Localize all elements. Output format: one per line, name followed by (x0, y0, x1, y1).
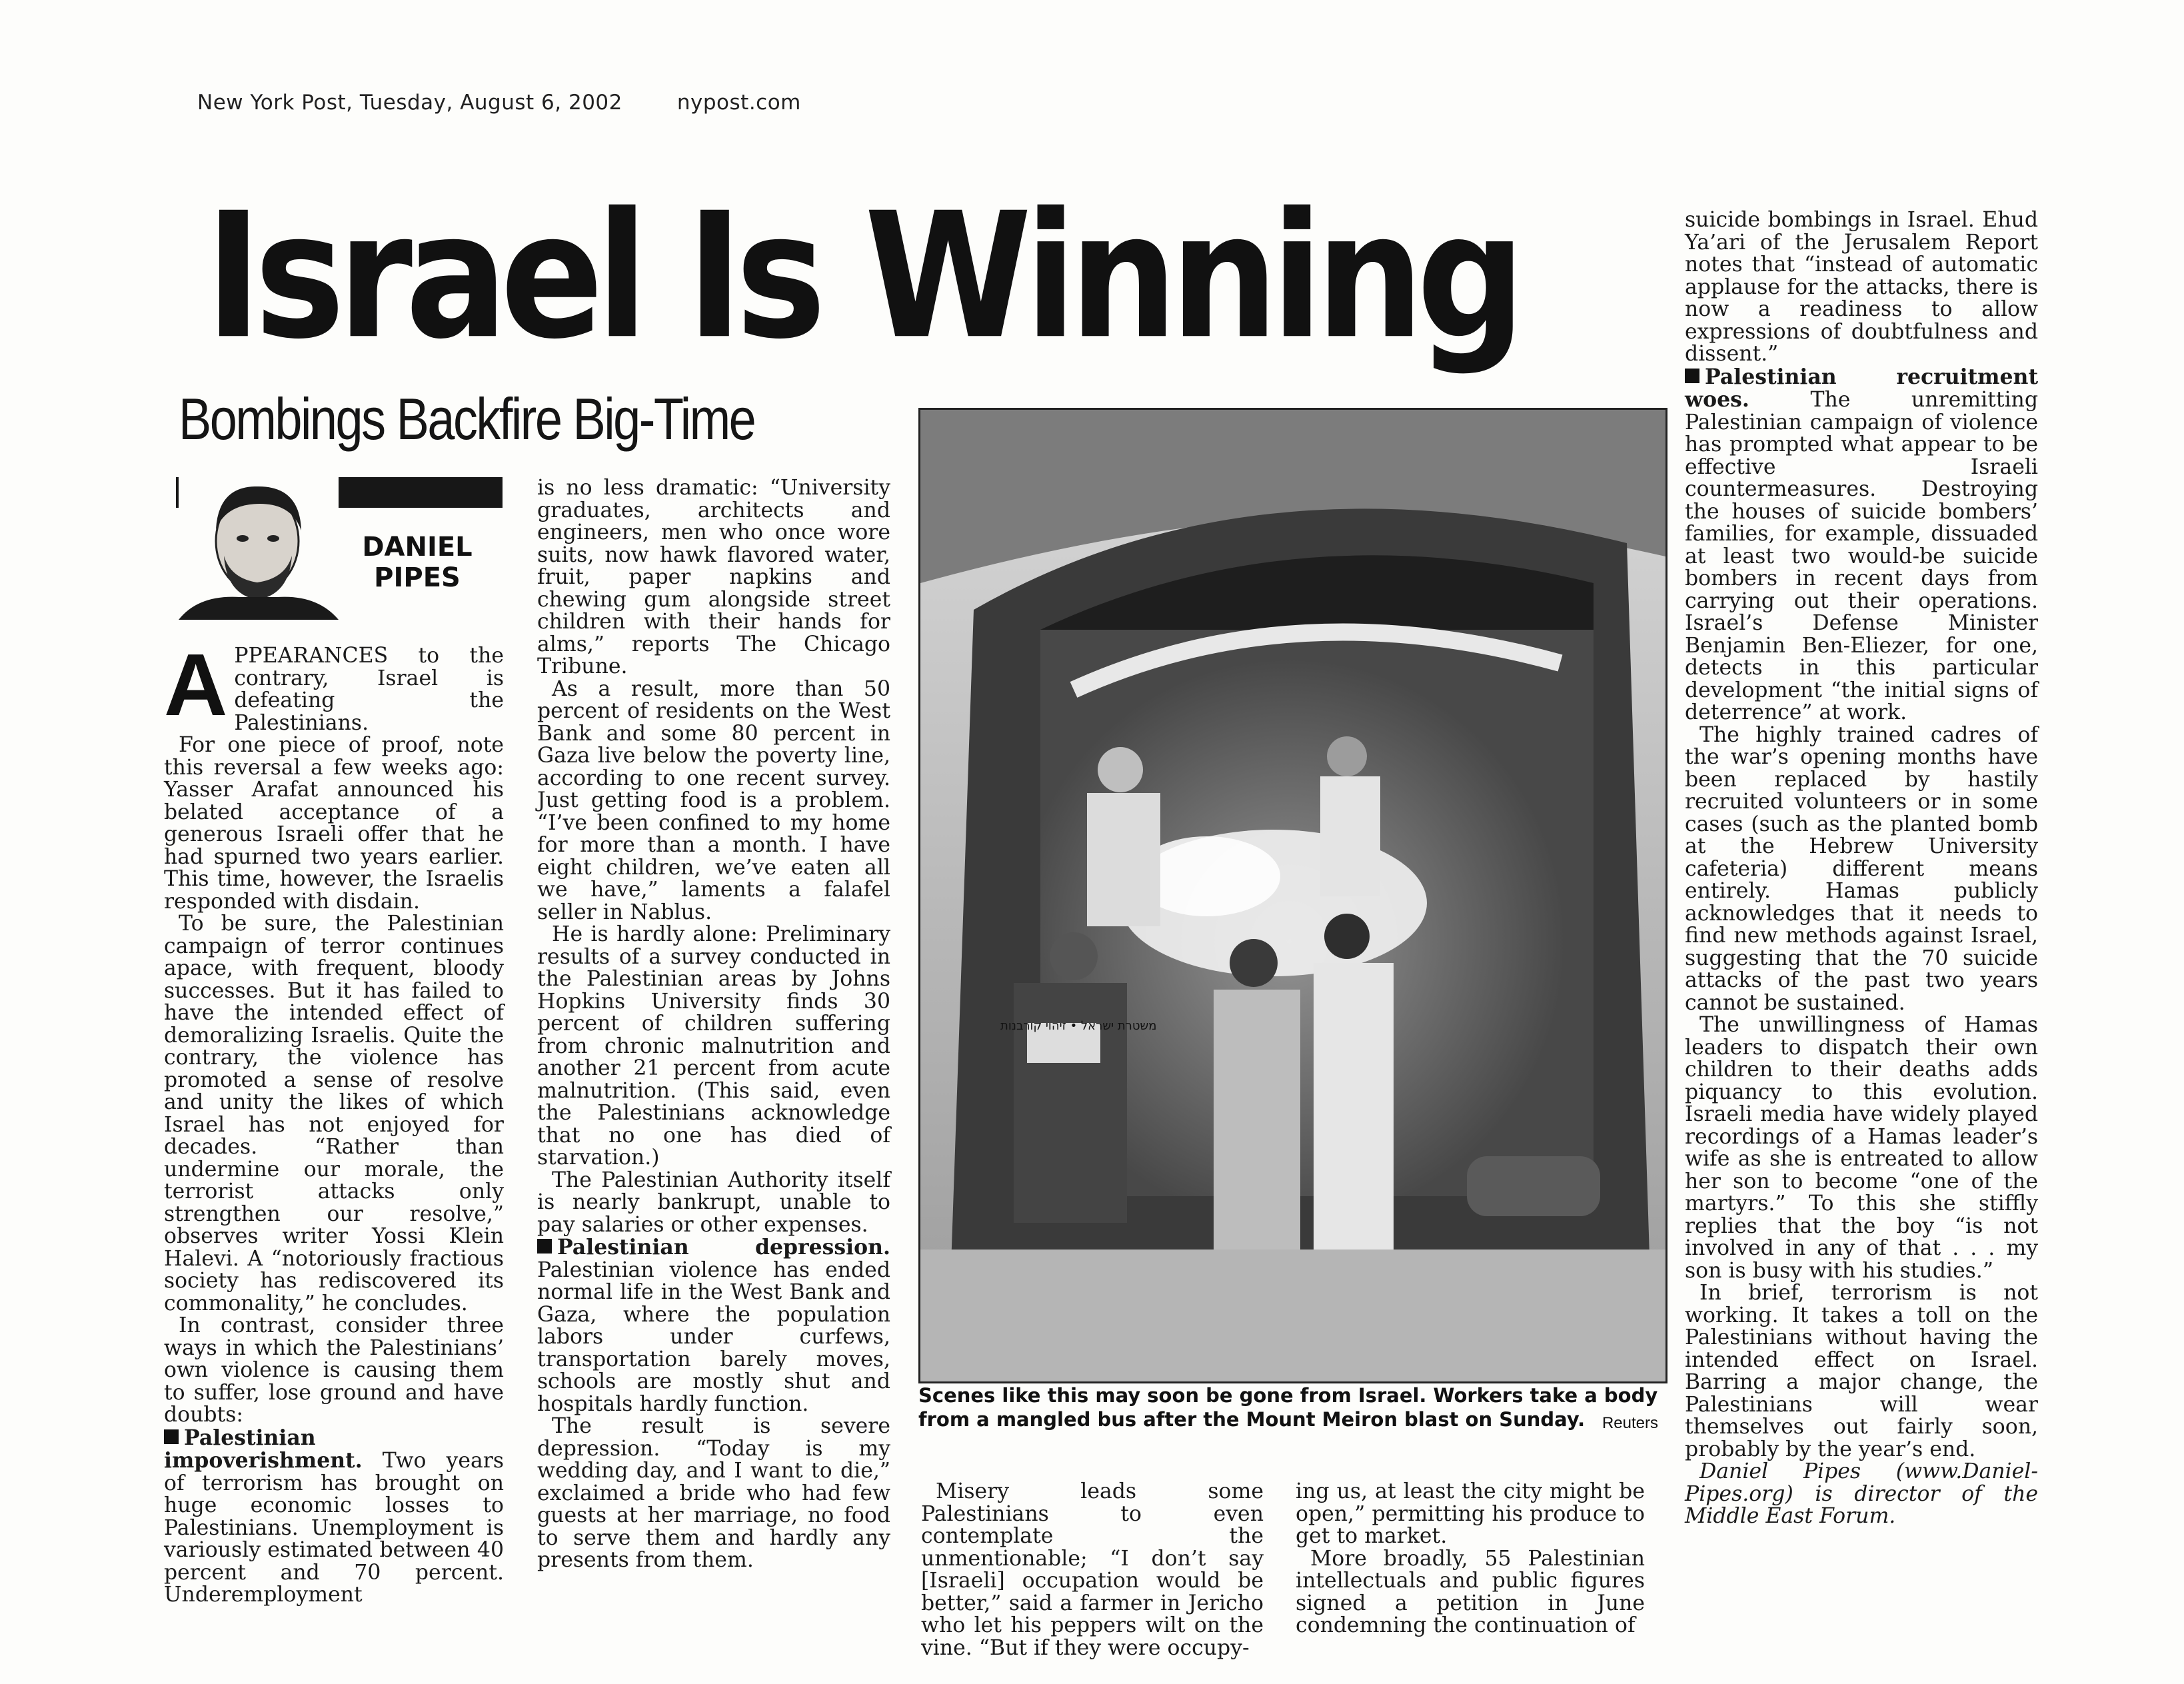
masthead (197, 91, 801, 115)
section-bullet-icon (537, 1239, 552, 1254)
column-1 (164, 636, 504, 1607)
masthead-date: New York Post, Tuesday, August 6, 2002 (197, 91, 622, 115)
column-5-para-3: The highly trained cadres of the war’s opening months have been replaced by hastily recruited volunteers or in some cases (such as the planted bomb at the Hebrew University cafeteria) different means entirely. Hamas publicly acknowledges that it needs to find new methods against Israel, suggesting that the 70 suicide attacks of the past two years cannot be sustained. (1685, 722, 2038, 1015)
column-5-para-4: The unwillingness of Hamas leaders to dispatch their own children to their deaths adds piquancy to this evolution. Israeli media have widely played recordings of a Hamas leader’s wife as she is entreated to allow her son to become “one of the martyrs.” To this she stiffly replies that the boy “is not involved in any of that . . . my son is busy with his studies.” (1685, 1013, 2038, 1283)
masthead-site: nypost.com (676, 91, 801, 115)
column-2-para-3: He is hardly alone: Preliminary results of a survey conducted in the Palestinian areas by Johns Hopkins University finds 30 percent of children suffering from chronic malnutrition and another 21 percent from acute malnutrition. (This said, even the Palestinians acknowledge that no one has died of starvation.) (537, 922, 890, 1170)
subheadline: Bombings Backfire Big-Time (179, 386, 755, 452)
column-2-para-2: As a result, more than 50 percent of residents on the West Bank and some 80 percent in Gaza live below the poverty line, according to one recent survey. Just getting food is a problem. “I’ve been confined to my home for more than a month. I have eight children, we’ve eaten all we have,” laments a falafel seller in Nablus. (537, 676, 890, 924)
vest-text: משטרת ישראל • זיהוי קורבנות (1000, 1019, 1157, 1033)
column-1-para-1: APPEARANCES to the contrary, Israel is defeating the Palestinians. (164, 636, 504, 735)
column-1-para-3: To be sure, the Palestinian campaign of terror continues apace, with frequent, bloody successes. But it has failed to have the intended effect of demoralizing Israelis. Quite the contrary, the violence has promoted a sense of resolve and unity the likes of which Israel has not enjoyed for decades. “Rather than undermine our morale, the terrorist attacks only strengthen our resolve,” observes writer Yossi Klein Halevi. A “notoriously fractious society has rediscovered its commonality,” he concludes. (164, 912, 504, 1315)
column-3-para-1: Misery leads some Palestinians to even contemplate the unmentionable; “I don’t say [Israeli] occupation would be better,” said a farmer in Jericho who let his peppers wilt on the vine. “But if they were occupy- (921, 1479, 1264, 1660)
author-bio: Daniel Pipes (www.Daniel-Pipes.org) is director of the Middle East Forum. (1685, 1459, 2038, 1528)
author-last-name: PIPES (374, 562, 461, 593)
section-bullet-icon (164, 1429, 179, 1444)
byline (176, 477, 503, 620)
drop-cap: A (164, 636, 228, 734)
column-5-para-5: In brief, terrorism is not working. It takes a toll on the Palestinians without having the intended effect on Israel. Barring a major change, the Palestinians will wear themselves out fairly soon, probably by the year’s end. (1685, 1281, 2038, 1461)
column-3 (921, 1481, 1264, 1659)
author-name (337, 532, 497, 593)
column-2-para-4: The Palestinian Authority itself is nearly bankrupt, unable to pay salaries or other expenses. (537, 1168, 890, 1237)
column-2-para-1: is no less dramatic: “University graduates, architects and engineers, men who once wore suits, now hawk flavored water, fruit, paper napkins and chewing gum alongside street children with their hands for alms,” reports The Chicago Tribune. (537, 476, 890, 678)
column-2-para-6: The result is severe depression. “Today is my wedding day, and I want to die,” exclaimed a bride who had few guests at her marriage, no food to serve them and hardly any presents from them. (537, 1414, 890, 1572)
news-photo (918, 408, 1667, 1383)
column-5-para-1: suicide bombings in Israel. Ehud Ya’ari of the Jerusalem Report notes that “instead of automatic applause for the attacks, there is now a readiness to allow expressions of doubtfulness and dissent.” (1685, 208, 2038, 366)
photo-caption (918, 1383, 1658, 1435)
column-1-para-5: Palestinian impoverishment. Two years of terrorism has brought on huge economic losses to Palestinians. Unemployment is variously estimated between 40 percent and 70 percent. Underemployment (164, 1425, 504, 1607)
section-bullet-icon (1685, 369, 1699, 383)
column-5-para-2: Palestinian recruitment woes. The unremitting Palestinian campaign of violence has prompted what appear to be effective Israeli countermeasures. Destroying the houses of suicide bombers’ families, for example, dissuaded at least two would-be suicide bombers in recent days from carrying out their operations. Israel’s Defense Minister Benjamin Ben-Eliezer, for one, detects in this particular development “the initial signs of deterrence” at work. (1685, 364, 2038, 724)
caption-text: Scenes like this may soon be gone from Israel. Workers take a body from a mangled bus after the Mount Meiron blast on Sunday. (918, 1384, 1658, 1431)
bus-wreck-photo-icon (920, 410, 1665, 1381)
author-portrait-icon (179, 477, 339, 620)
column-4 (1296, 1481, 1645, 1637)
column-2-para-5: Palestinian depression. Palestinian violence has ended normal life in the West Bank and Gaza, where the population labors under curfews, transportation barely moves, schools are mostly shut and hospitals hardly function. (537, 1235, 890, 1416)
column-5 (1685, 209, 2038, 1528)
column-1-para-4: In contrast, consider three ways in which the Palestinians’ own violence is causing them to suffer, lose ground and have doubts: (164, 1313, 504, 1427)
author-first-name: DANIEL (362, 532, 473, 562)
photo-credit: Reuters (1602, 1414, 1658, 1432)
column-4-para-2: More broadly, 55 Palestinian intellectuals and public figures signed a petition in June condemning the continuation of (1296, 1546, 1645, 1637)
column-4-para-1: ing us, at least the city might be open,” permitting his produce to get to market. (1296, 1479, 1645, 1548)
column-2 (537, 477, 890, 1572)
column-1-para-2: For one piece of proof, note this reversal a few weeks ago: Yasser Arafat announced his belated acceptance of a generous Israeli offer that he had spurned two years earlier. This time, however, the Israelis responded with disdain. (164, 733, 504, 914)
headline: Israel Is Winning (205, 175, 1518, 377)
